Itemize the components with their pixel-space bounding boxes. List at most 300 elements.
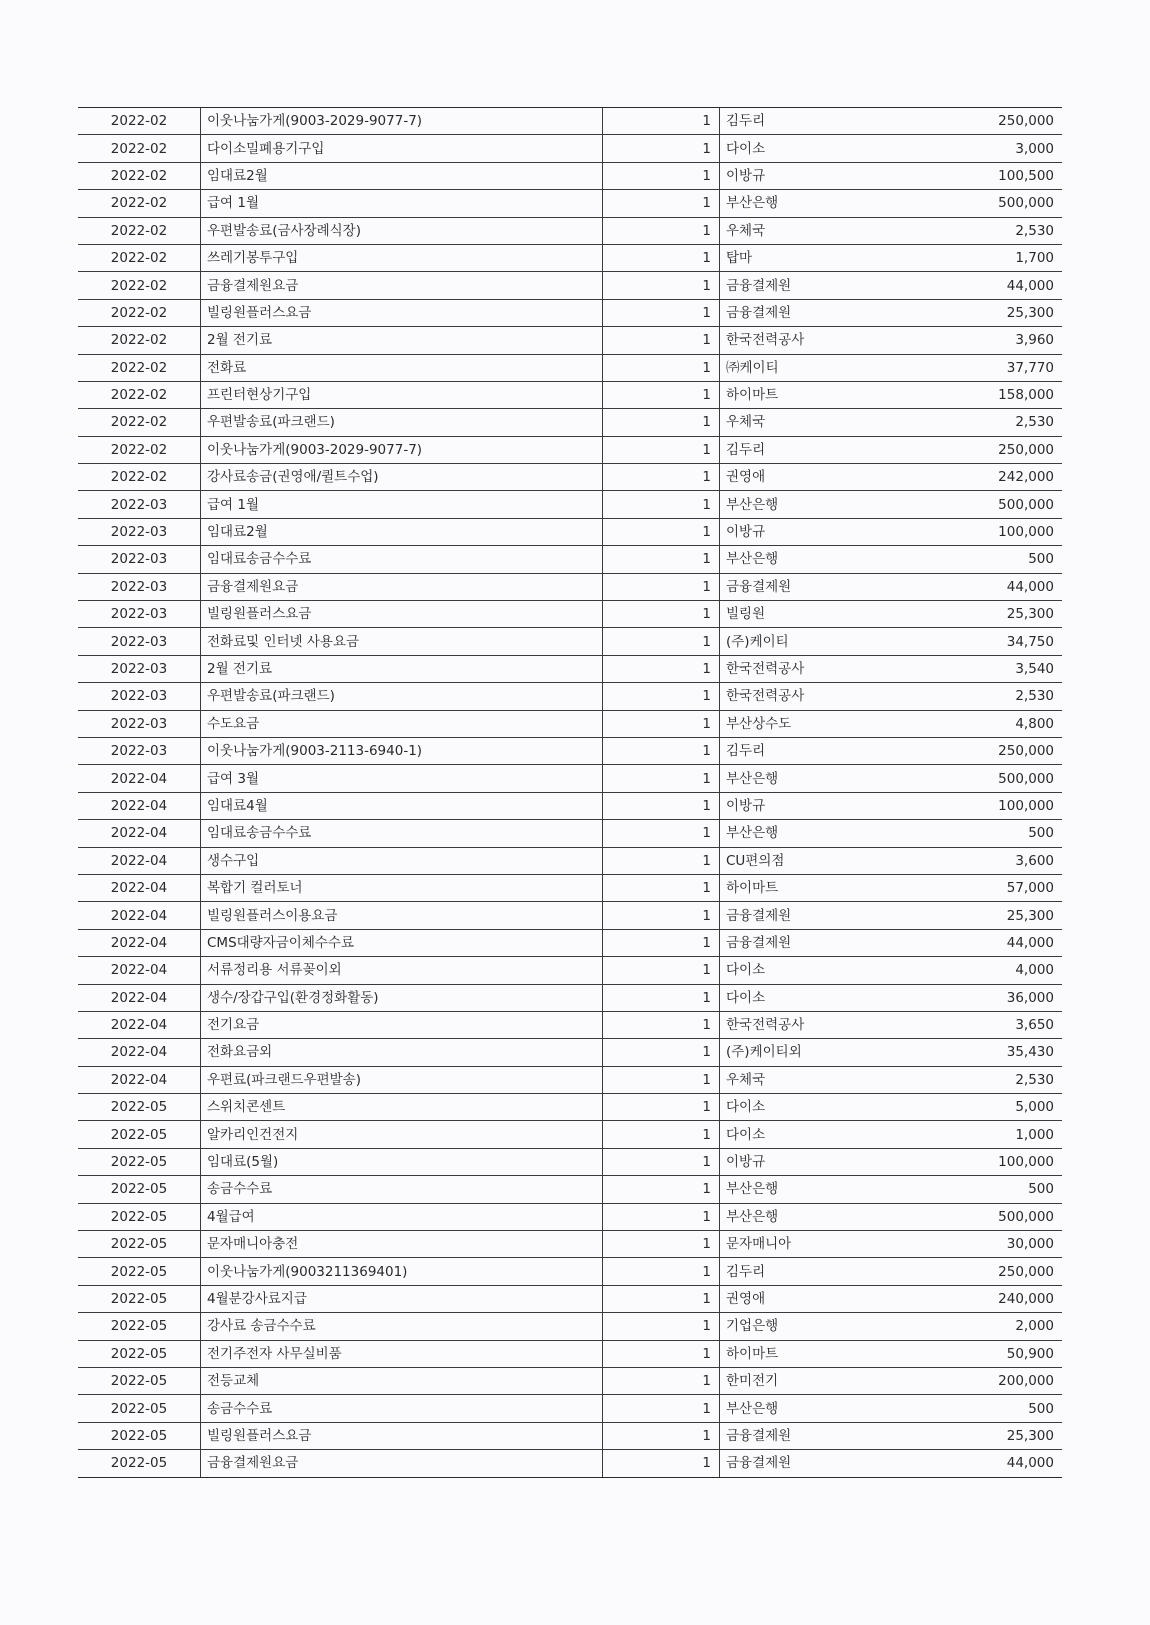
row-quantity: 1 bbox=[603, 984, 720, 1011]
table-row bbox=[78, 381, 1062, 408]
table-row bbox=[78, 628, 1062, 655]
row-amount: 2,530 bbox=[916, 1066, 1062, 1093]
row-vendor: 이방규 bbox=[720, 518, 917, 545]
row-date: 2022-03 bbox=[78, 655, 201, 682]
table-row bbox=[78, 902, 1062, 929]
row-date: 2022-04 bbox=[78, 1011, 201, 1038]
row-vendor: 김두리 bbox=[720, 1258, 917, 1285]
row-description: 급여 1월 bbox=[201, 190, 603, 217]
row-date: 2022-05 bbox=[78, 1121, 201, 1148]
row-date: 2022-03 bbox=[78, 737, 201, 764]
row-quantity: 1 bbox=[603, 1148, 720, 1175]
row-amount: 250,000 bbox=[916, 436, 1062, 463]
row-date: 2022-04 bbox=[78, 1039, 201, 1066]
table-row bbox=[78, 1367, 1062, 1394]
row-date: 2022-04 bbox=[78, 847, 201, 874]
row-amount: 1,700 bbox=[916, 244, 1062, 271]
row-description: 임대료송금수수료 bbox=[201, 820, 603, 847]
row-amount: 500,000 bbox=[916, 1203, 1062, 1230]
row-amount: 2,530 bbox=[916, 217, 1062, 244]
row-vendor: 한국전력공사 bbox=[720, 327, 917, 354]
row-vendor: 우체국 bbox=[720, 217, 917, 244]
row-date: 2022-03 bbox=[78, 710, 201, 737]
row-quantity: 1 bbox=[603, 1367, 720, 1394]
row-amount: 50,900 bbox=[916, 1340, 1062, 1367]
row-quantity: 1 bbox=[603, 655, 720, 682]
row-quantity: 1 bbox=[603, 299, 720, 326]
row-amount: 25,300 bbox=[916, 299, 1062, 326]
row-vendor: 권영애 bbox=[720, 1285, 917, 1312]
row-amount: 5,000 bbox=[916, 1094, 1062, 1121]
row-vendor: 부산은행 bbox=[720, 765, 917, 792]
row-quantity: 1 bbox=[603, 244, 720, 271]
row-amount: 3,960 bbox=[916, 327, 1062, 354]
row-vendor: 한국전력공사 bbox=[720, 683, 917, 710]
row-vendor: 금융결제원 bbox=[720, 1422, 917, 1449]
row-description: 이웃나눔가게(9003-2029-9077-7) bbox=[201, 436, 603, 463]
row-vendor: 권영애 bbox=[720, 464, 917, 491]
row-vendor: 부산은행 bbox=[720, 1203, 917, 1230]
row-date: 2022-04 bbox=[78, 874, 201, 901]
row-description: 알카리인건전지 bbox=[201, 1121, 603, 1148]
row-description: 문자매니아충전 bbox=[201, 1231, 603, 1258]
row-quantity: 1 bbox=[603, 409, 720, 436]
row-amount: 250,000 bbox=[916, 108, 1062, 135]
row-quantity: 1 bbox=[603, 792, 720, 819]
row-amount: 500,000 bbox=[916, 491, 1062, 518]
row-vendor: 빌링원 bbox=[720, 601, 917, 628]
row-date: 2022-03 bbox=[78, 573, 201, 600]
row-amount: 3,600 bbox=[916, 847, 1062, 874]
row-amount: 3,540 bbox=[916, 655, 1062, 682]
table-row bbox=[78, 1066, 1062, 1093]
row-date: 2022-02 bbox=[78, 108, 201, 135]
row-vendor: 김두리 bbox=[720, 436, 917, 463]
row-amount: 44,000 bbox=[916, 929, 1062, 956]
row-amount: 100,000 bbox=[916, 792, 1062, 819]
row-amount: 25,300 bbox=[916, 902, 1062, 929]
table-row bbox=[78, 546, 1062, 573]
row-amount: 1,000 bbox=[916, 1121, 1062, 1148]
row-date: 2022-03 bbox=[78, 628, 201, 655]
row-amount: 500 bbox=[916, 1176, 1062, 1203]
row-description: 우편발송료(파크랜드) bbox=[201, 409, 603, 436]
row-quantity: 1 bbox=[603, 518, 720, 545]
table-row bbox=[78, 409, 1062, 436]
row-description: 다이소밀폐용기구입 bbox=[201, 135, 603, 162]
row-amount: 250,000 bbox=[916, 737, 1062, 764]
table-row bbox=[78, 135, 1062, 162]
row-amount: 242,000 bbox=[916, 464, 1062, 491]
row-quantity: 1 bbox=[603, 546, 720, 573]
row-amount: 500,000 bbox=[916, 765, 1062, 792]
row-vendor: 금융결제원 bbox=[720, 573, 917, 600]
table-row bbox=[78, 601, 1062, 628]
table-row bbox=[78, 1395, 1062, 1422]
row-amount: 3,650 bbox=[916, 1011, 1062, 1038]
row-description: 이웃나눔가게(9003211369401) bbox=[201, 1258, 603, 1285]
row-date: 2022-05 bbox=[78, 1176, 201, 1203]
row-description: 전화요금외 bbox=[201, 1039, 603, 1066]
row-description: 우편발송료(금사장례식장) bbox=[201, 217, 603, 244]
row-amount: 100,000 bbox=[916, 518, 1062, 545]
row-quantity: 1 bbox=[603, 190, 720, 217]
row-description: 서류정리용 서류꽂이외 bbox=[201, 957, 603, 984]
row-date: 2022-05 bbox=[78, 1258, 201, 1285]
row-date: 2022-02 bbox=[78, 272, 201, 299]
row-quantity: 1 bbox=[603, 1039, 720, 1066]
table-row bbox=[78, 190, 1062, 217]
row-description: 금융결제원요금 bbox=[201, 272, 603, 299]
row-quantity: 1 bbox=[603, 1094, 720, 1121]
row-quantity: 1 bbox=[603, 1313, 720, 1340]
row-date: 2022-05 bbox=[78, 1285, 201, 1312]
row-vendor: 부산은행 bbox=[720, 190, 917, 217]
row-amount: 44,000 bbox=[916, 272, 1062, 299]
table-row bbox=[78, 710, 1062, 737]
row-amount: 500,000 bbox=[916, 190, 1062, 217]
row-date: 2022-04 bbox=[78, 929, 201, 956]
row-vendor: 금융결제원 bbox=[720, 299, 917, 326]
row-description: 전화료및 인터넷 사용요금 bbox=[201, 628, 603, 655]
row-quantity: 1 bbox=[603, 820, 720, 847]
row-amount: 4,000 bbox=[916, 957, 1062, 984]
table-row bbox=[78, 1450, 1062, 1477]
row-vendor: 금융결제원 bbox=[720, 272, 917, 299]
row-description: 송금수수료 bbox=[201, 1176, 603, 1203]
row-quantity: 1 bbox=[603, 601, 720, 628]
table-row bbox=[78, 1340, 1062, 1367]
row-date: 2022-02 bbox=[78, 464, 201, 491]
row-description: 스위치콘센트 bbox=[201, 1094, 603, 1121]
row-quantity: 1 bbox=[603, 573, 720, 600]
row-quantity: 1 bbox=[603, 381, 720, 408]
row-quantity: 1 bbox=[603, 1011, 720, 1038]
table-row bbox=[78, 272, 1062, 299]
row-description: 금융결제원요금 bbox=[201, 1450, 603, 1477]
row-date: 2022-05 bbox=[78, 1395, 201, 1422]
row-vendor: 부산은행 bbox=[720, 491, 917, 518]
row-amount: 37,770 bbox=[916, 354, 1062, 381]
row-amount: 44,000 bbox=[916, 573, 1062, 600]
row-amount: 500 bbox=[916, 820, 1062, 847]
row-description: 송금수수료 bbox=[201, 1395, 603, 1422]
row-quantity: 1 bbox=[603, 1066, 720, 1093]
row-description: 이웃나눔가게(9003-2113-6940-1) bbox=[201, 737, 603, 764]
row-description: 빌링원플러스요금 bbox=[201, 299, 603, 326]
row-description: 임대료2월 bbox=[201, 518, 603, 545]
table-row bbox=[78, 737, 1062, 764]
row-vendor: 하이마트 bbox=[720, 1340, 917, 1367]
row-date: 2022-04 bbox=[78, 984, 201, 1011]
row-date: 2022-04 bbox=[78, 820, 201, 847]
expense-ledger-table bbox=[78, 107, 1062, 1478]
table-row bbox=[78, 108, 1062, 135]
table-row bbox=[78, 1313, 1062, 1340]
row-date: 2022-03 bbox=[78, 683, 201, 710]
row-vendor: 이방규 bbox=[720, 1148, 917, 1175]
table-row bbox=[78, 1422, 1062, 1449]
row-description: 급여 3월 bbox=[201, 765, 603, 792]
row-vendor: 금융결제원 bbox=[720, 902, 917, 929]
row-amount: 158,000 bbox=[916, 381, 1062, 408]
row-quantity: 1 bbox=[603, 957, 720, 984]
row-description: 쓰레기봉투구입 bbox=[201, 244, 603, 271]
row-vendor: 탑마 bbox=[720, 244, 917, 271]
row-vendor: 부산은행 bbox=[720, 1395, 917, 1422]
row-description: 임대료(5월) bbox=[201, 1148, 603, 1175]
row-description: 강사료송금(권영애/퀼트수업) bbox=[201, 464, 603, 491]
table-row bbox=[78, 244, 1062, 271]
table-row bbox=[78, 491, 1062, 518]
row-amount: 500 bbox=[916, 1395, 1062, 1422]
table-row bbox=[78, 957, 1062, 984]
row-amount: 4,800 bbox=[916, 710, 1062, 737]
row-vendor: 이방규 bbox=[720, 792, 917, 819]
row-amount: 240,000 bbox=[916, 1285, 1062, 1312]
row-description: 빌링원플러스이용요금 bbox=[201, 902, 603, 929]
row-quantity: 1 bbox=[603, 1450, 720, 1477]
row-description: 프린터현상기구입 bbox=[201, 381, 603, 408]
row-description: 임대료2월 bbox=[201, 162, 603, 189]
table-row bbox=[78, 792, 1062, 819]
row-amount: 500 bbox=[916, 546, 1062, 573]
row-description: 전기요금 bbox=[201, 1011, 603, 1038]
row-amount: 2,000 bbox=[916, 1313, 1062, 1340]
table-row bbox=[78, 1176, 1062, 1203]
row-description: 2월 전기료 bbox=[201, 327, 603, 354]
row-date: 2022-04 bbox=[78, 902, 201, 929]
row-quantity: 1 bbox=[603, 135, 720, 162]
row-date: 2022-03 bbox=[78, 546, 201, 573]
row-quantity: 1 bbox=[603, 217, 720, 244]
row-quantity: 1 bbox=[603, 1258, 720, 1285]
row-date: 2022-04 bbox=[78, 1066, 201, 1093]
row-vendor: 하이마트 bbox=[720, 874, 917, 901]
row-vendor: 김두리 bbox=[720, 737, 917, 764]
row-description: 강사료 송금수수료 bbox=[201, 1313, 603, 1340]
row-quantity: 1 bbox=[603, 1203, 720, 1230]
row-date: 2022-05 bbox=[78, 1313, 201, 1340]
table-row bbox=[78, 820, 1062, 847]
table-row bbox=[78, 436, 1062, 463]
table-row bbox=[78, 1039, 1062, 1066]
row-date: 2022-02 bbox=[78, 162, 201, 189]
row-quantity: 1 bbox=[603, 464, 720, 491]
row-date: 2022-02 bbox=[78, 436, 201, 463]
row-date: 2022-02 bbox=[78, 299, 201, 326]
row-amount: 2,530 bbox=[916, 683, 1062, 710]
row-amount: 25,300 bbox=[916, 1422, 1062, 1449]
row-quantity: 1 bbox=[603, 710, 720, 737]
row-amount: 100,500 bbox=[916, 162, 1062, 189]
row-quantity: 1 bbox=[603, 1340, 720, 1367]
table-row bbox=[78, 1011, 1062, 1038]
row-amount: 35,430 bbox=[916, 1039, 1062, 1066]
row-vendor: 금융결제원 bbox=[720, 1450, 917, 1477]
row-vendor: 한국전력공사 bbox=[720, 655, 917, 682]
row-date: 2022-05 bbox=[78, 1203, 201, 1230]
table-row bbox=[78, 518, 1062, 545]
row-vendor: (주)케이티외 bbox=[720, 1039, 917, 1066]
row-description: 생수구입 bbox=[201, 847, 603, 874]
row-amount: 57,000 bbox=[916, 874, 1062, 901]
row-date: 2022-02 bbox=[78, 244, 201, 271]
row-date: 2022-02 bbox=[78, 409, 201, 436]
table-row bbox=[78, 655, 1062, 682]
row-description: 빌링원플러스요금 bbox=[201, 1422, 603, 1449]
row-quantity: 1 bbox=[603, 491, 720, 518]
row-date: 2022-05 bbox=[78, 1422, 201, 1449]
table-row bbox=[78, 217, 1062, 244]
row-amount: 30,000 bbox=[916, 1231, 1062, 1258]
row-vendor: ㈜케이티 bbox=[720, 354, 917, 381]
row-quantity: 1 bbox=[603, 1231, 720, 1258]
row-description: 빌링원플러스요금 bbox=[201, 601, 603, 628]
row-quantity: 1 bbox=[603, 902, 720, 929]
row-quantity: 1 bbox=[603, 327, 720, 354]
table-row bbox=[78, 874, 1062, 901]
row-date: 2022-05 bbox=[78, 1367, 201, 1394]
row-vendor: 부산은행 bbox=[720, 820, 917, 847]
row-quantity: 1 bbox=[603, 1422, 720, 1449]
row-quantity: 1 bbox=[603, 847, 720, 874]
row-quantity: 1 bbox=[603, 1176, 720, 1203]
row-quantity: 1 bbox=[603, 436, 720, 463]
row-vendor: 하이마트 bbox=[720, 381, 917, 408]
row-quantity: 1 bbox=[603, 683, 720, 710]
ledger-body bbox=[78, 108, 1062, 1478]
row-date: 2022-05 bbox=[78, 1148, 201, 1175]
row-description: 전등교체 bbox=[201, 1367, 603, 1394]
row-date: 2022-02 bbox=[78, 135, 201, 162]
row-quantity: 1 bbox=[603, 354, 720, 381]
row-amount: 200,000 bbox=[916, 1367, 1062, 1394]
row-quantity: 1 bbox=[603, 1121, 720, 1148]
row-description: 수도요금 bbox=[201, 710, 603, 737]
row-date: 2022-02 bbox=[78, 381, 201, 408]
row-vendor: 기업은행 bbox=[720, 1313, 917, 1340]
row-date: 2022-03 bbox=[78, 491, 201, 518]
row-description: 전화료 bbox=[201, 354, 603, 381]
row-amount: 100,000 bbox=[916, 1148, 1062, 1175]
table-row bbox=[78, 327, 1062, 354]
row-vendor: 우체국 bbox=[720, 1066, 917, 1093]
row-date: 2022-02 bbox=[78, 217, 201, 244]
row-quantity: 1 bbox=[603, 108, 720, 135]
table-row bbox=[78, 1231, 1062, 1258]
row-quantity: 1 bbox=[603, 874, 720, 901]
row-quantity: 1 bbox=[603, 1395, 720, 1422]
row-vendor: 금융결제원 bbox=[720, 929, 917, 956]
row-date: 2022-02 bbox=[78, 190, 201, 217]
row-quantity: 1 bbox=[603, 765, 720, 792]
table-row bbox=[78, 299, 1062, 326]
row-description: 임대료송금수수료 bbox=[201, 546, 603, 573]
row-date: 2022-05 bbox=[78, 1094, 201, 1121]
row-date: 2022-03 bbox=[78, 601, 201, 628]
row-date: 2022-04 bbox=[78, 792, 201, 819]
row-description: 2월 전기료 bbox=[201, 655, 603, 682]
row-quantity: 1 bbox=[603, 272, 720, 299]
row-description: 복합기 컬러토너 bbox=[201, 874, 603, 901]
row-vendor: 다이소 bbox=[720, 135, 917, 162]
table-row bbox=[78, 847, 1062, 874]
row-vendor: 우체국 bbox=[720, 409, 917, 436]
row-description: 우편발송료(파크랜드) bbox=[201, 683, 603, 710]
row-amount: 44,000 bbox=[916, 1450, 1062, 1477]
row-vendor: 다이소 bbox=[720, 984, 917, 1011]
row-quantity: 1 bbox=[603, 162, 720, 189]
row-date: 2022-04 bbox=[78, 957, 201, 984]
table-row bbox=[78, 354, 1062, 381]
row-vendor: 부산은행 bbox=[720, 546, 917, 573]
table-row bbox=[78, 1121, 1062, 1148]
row-date: 2022-05 bbox=[78, 1450, 201, 1477]
table-row bbox=[78, 929, 1062, 956]
row-amount: 25,300 bbox=[916, 601, 1062, 628]
row-description: 생수/장갑구입(환경정화활동) bbox=[201, 984, 603, 1011]
row-description: 우편료(파크랜드우편발송) bbox=[201, 1066, 603, 1093]
row-vendor: 김두리 bbox=[720, 108, 917, 135]
row-description: 금융결제원요금 bbox=[201, 573, 603, 600]
row-quantity: 1 bbox=[603, 628, 720, 655]
table-row bbox=[78, 1285, 1062, 1312]
table-row bbox=[78, 1258, 1062, 1285]
row-description: 이웃나눔가게(9003-2029-9077-7) bbox=[201, 108, 603, 135]
row-date: 2022-05 bbox=[78, 1231, 201, 1258]
row-description: 전기주전자 사무실비품 bbox=[201, 1340, 603, 1367]
row-quantity: 1 bbox=[603, 737, 720, 764]
table-row bbox=[78, 984, 1062, 1011]
row-vendor: 한미전기 bbox=[720, 1367, 917, 1394]
row-vendor: 한국전력공사 bbox=[720, 1011, 917, 1038]
row-description: 임대료4월 bbox=[201, 792, 603, 819]
table-row bbox=[78, 1203, 1062, 1230]
table-row bbox=[78, 162, 1062, 189]
row-amount: 2,530 bbox=[916, 409, 1062, 436]
row-date: 2022-04 bbox=[78, 765, 201, 792]
row-date: 2022-05 bbox=[78, 1340, 201, 1367]
row-vendor: 부산은행 bbox=[720, 1176, 917, 1203]
table-row bbox=[78, 765, 1062, 792]
row-quantity: 1 bbox=[603, 929, 720, 956]
table-row bbox=[78, 1148, 1062, 1175]
row-amount: 34,750 bbox=[916, 628, 1062, 655]
row-vendor: (주)케이티 bbox=[720, 628, 917, 655]
row-description: CMS대량자금이체수수료 bbox=[201, 929, 603, 956]
row-vendor: 다이소 bbox=[720, 1094, 917, 1121]
row-description: 4월급여 bbox=[201, 1203, 603, 1230]
table-row bbox=[78, 573, 1062, 600]
row-vendor: 이방규 bbox=[720, 162, 917, 189]
row-quantity: 1 bbox=[603, 1285, 720, 1312]
row-description: 급여 1월 bbox=[201, 491, 603, 518]
table-row bbox=[78, 683, 1062, 710]
row-vendor: 부산상수도 bbox=[720, 710, 917, 737]
row-vendor: 다이소 bbox=[720, 1121, 917, 1148]
row-date: 2022-03 bbox=[78, 518, 201, 545]
row-date: 2022-02 bbox=[78, 354, 201, 381]
row-description: 4월분강사료지급 bbox=[201, 1285, 603, 1312]
table-row bbox=[78, 464, 1062, 491]
row-date: 2022-02 bbox=[78, 327, 201, 354]
row-amount: 3,000 bbox=[916, 135, 1062, 162]
row-vendor: 문자매니아 bbox=[720, 1231, 917, 1258]
row-vendor: 다이소 bbox=[720, 957, 917, 984]
table-row bbox=[78, 1094, 1062, 1121]
row-amount: 250,000 bbox=[916, 1258, 1062, 1285]
